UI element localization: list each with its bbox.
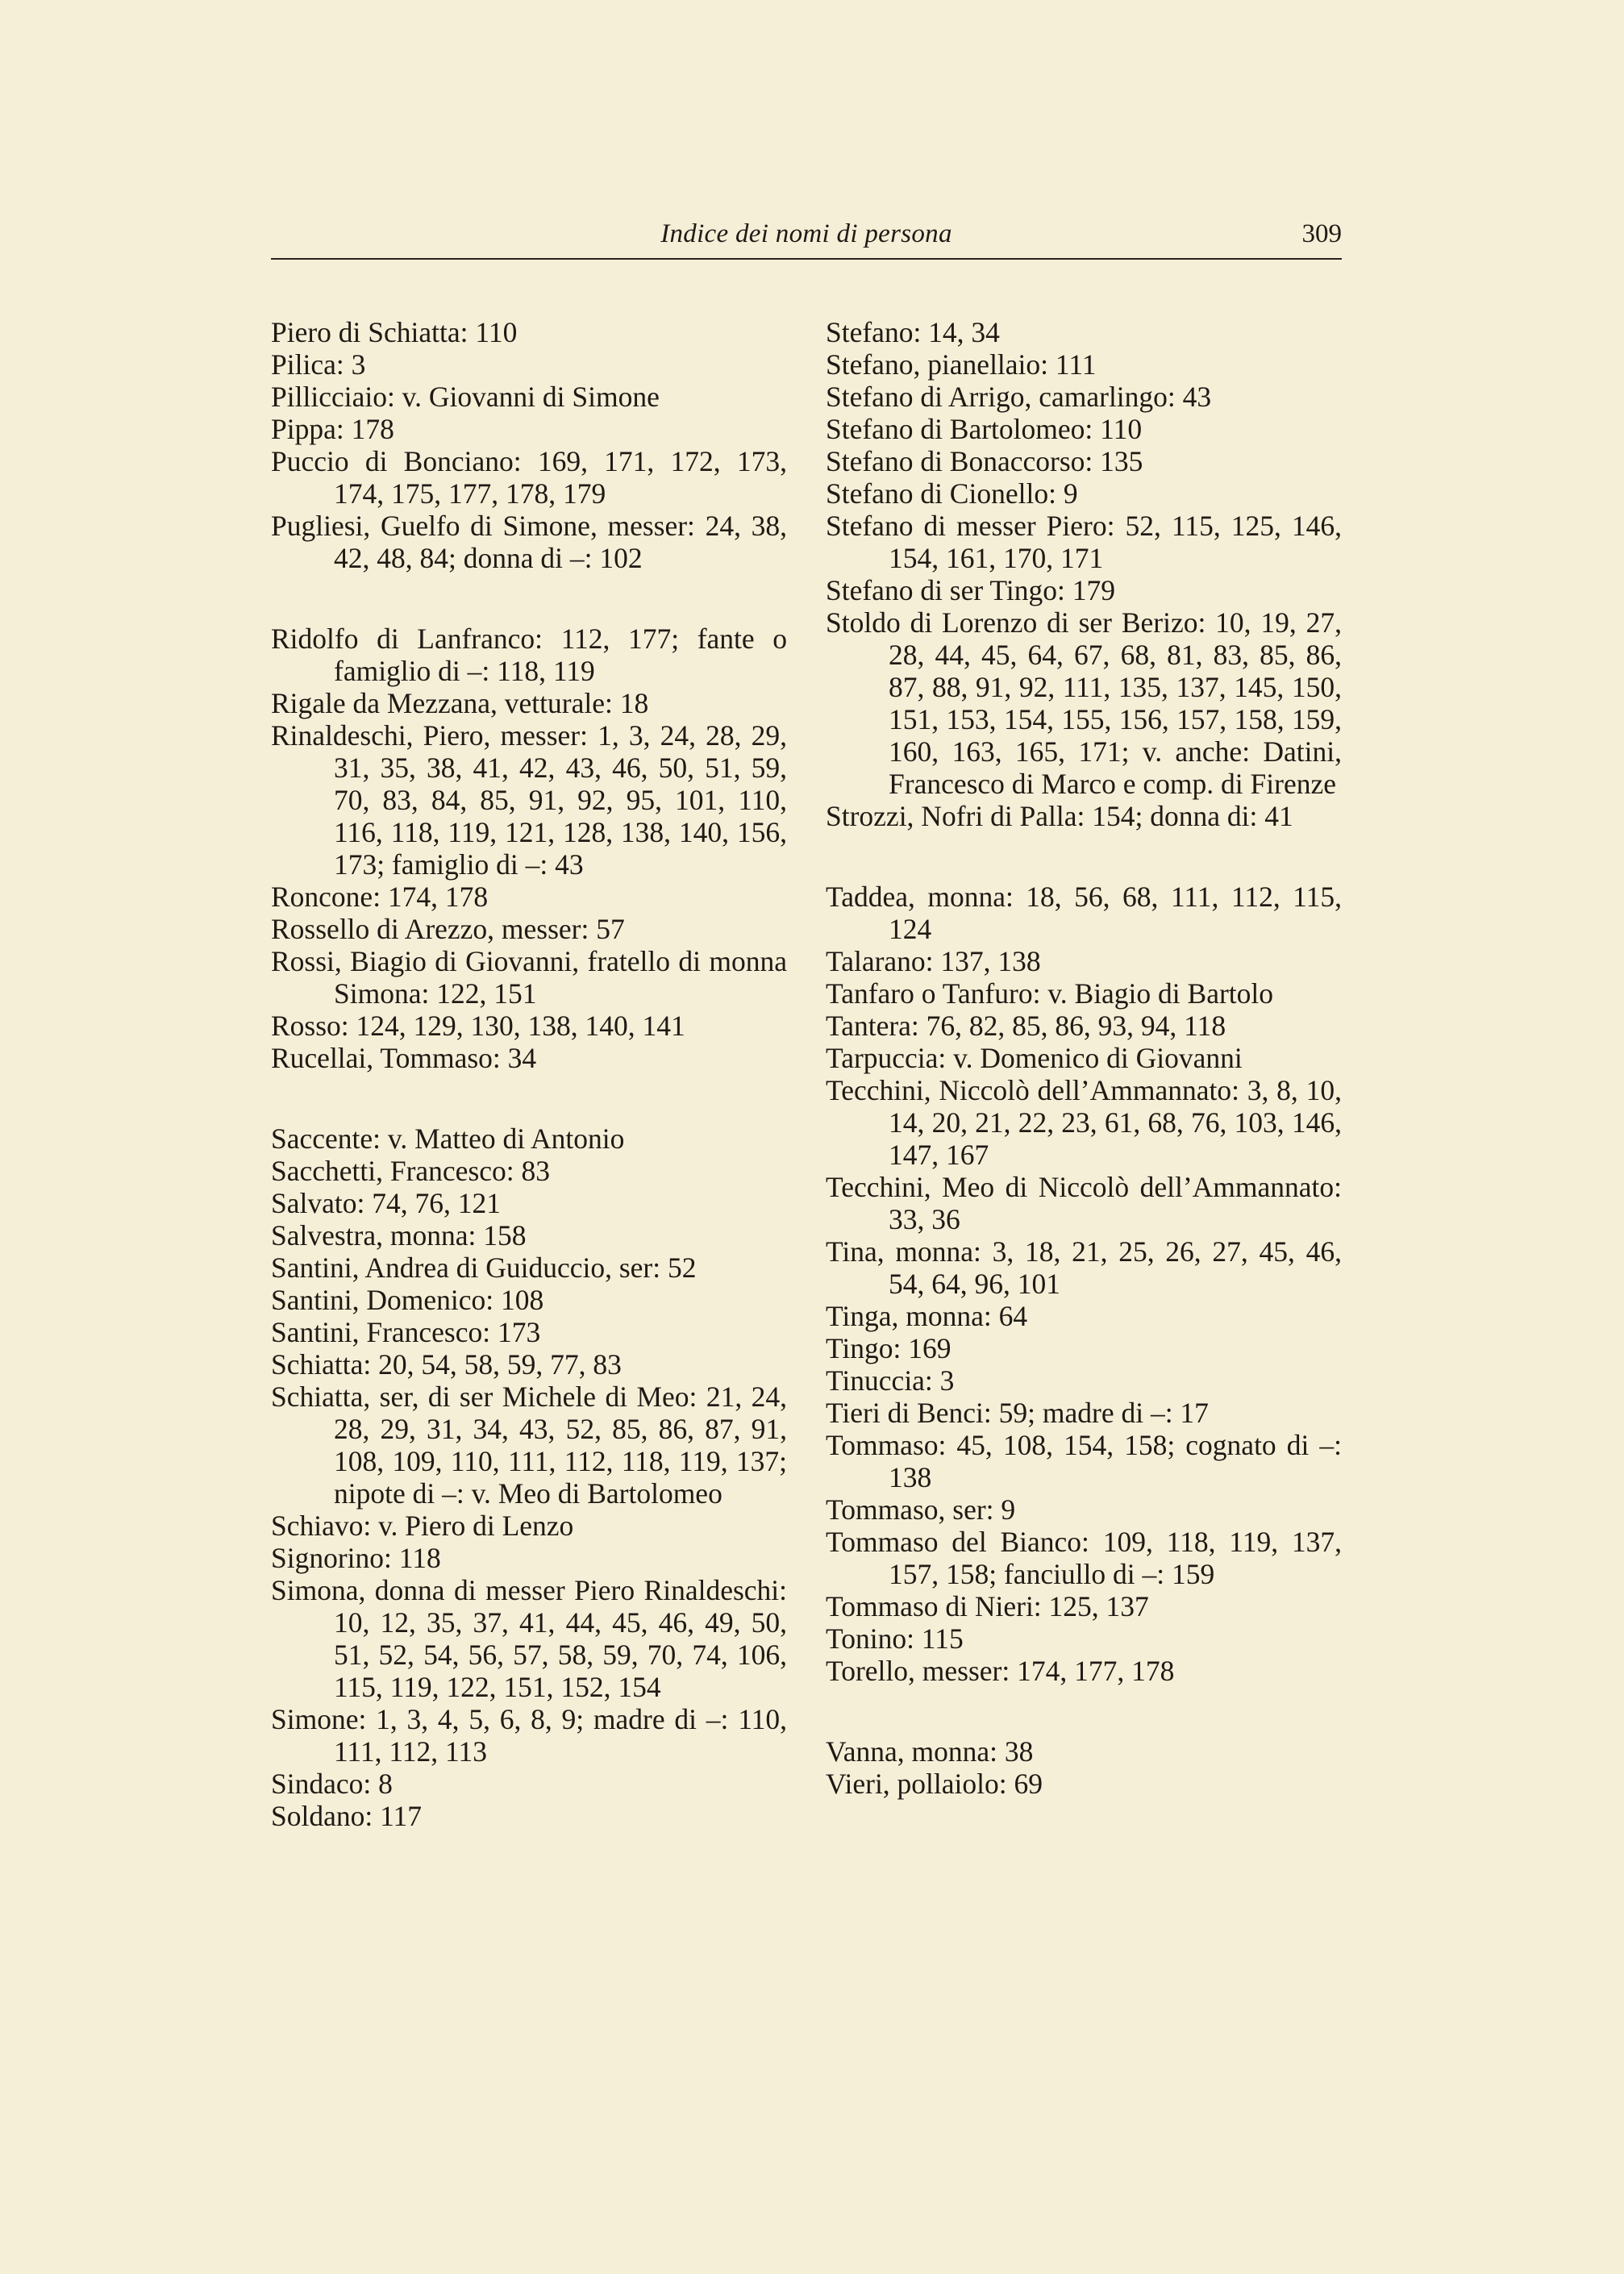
index-entry: Tanfaro o Tanfuro: v. Biagio di Bartolo [826, 977, 1274, 1010]
index-entry: Stefano: 14, 34 [826, 316, 1000, 348]
index-entry: Tommaso, ser: 9 [826, 1493, 1016, 1526]
index-entry: Tinuccia: 3 [826, 1364, 955, 1397]
index-entry: Tonino: 115 [826, 1622, 964, 1655]
index-entry: Pillicciaio: v. Giovanni di Simone [271, 381, 660, 413]
index-entry: Tommaso di Nieri: 125, 137 [826, 1590, 1149, 1622]
index-entry: Taddea, monna: 18, 56, 68, 111, 112, 115, 124 [826, 881, 1342, 945]
index-entry: Tommaso: 45, 108, 154, 158; cognato di –: 138 [826, 1429, 1342, 1493]
index-entry: Rucellai, Tommaso: 34 [271, 1042, 537, 1074]
left-column [271, 316, 787, 1832]
index-entry: Santini, Andrea di Guiduccio, ser: 52 [271, 1252, 697, 1284]
index-entry: Salvato: 74, 76, 121 [271, 1187, 501, 1219]
index-entry: Rinaldeschi, Piero, messer: 1, 3, 24, 28, 29, 31, 35, 38, 41, 42, 43, 46, 50, 51, 59, 70, 83, 84, 85, 91, 92, 95, 101, 110, 116, 118, 119, 121, 128, 138, 140, 156, 173; famiglio di –: 43 [271, 719, 787, 881]
running-title: Indice dei nomi di persona [660, 219, 952, 248]
right-column [826, 316, 1342, 1800]
index-entry: Sindaco: 8 [271, 1768, 393, 1800]
index-entry: Pippa: 178 [271, 413, 394, 445]
index-group-v [826, 1735, 1342, 1800]
index-group-r [271, 623, 787, 1074]
index-entry: Simone: 1, 3, 4, 5, 6, 8, 9; madre di –: 110, 111, 112, 113 [271, 1703, 787, 1768]
index-entry: Rossello di Arezzo, messer: 57 [271, 913, 625, 945]
index-entry: Schiatta: 20, 54, 58, 59, 77, 83 [271, 1348, 622, 1381]
index-entry: Tecchini, Meo di Niccolò dell’Ammannato: 33, 36 [826, 1171, 1342, 1235]
index-entry: Schiavo: v. Piero di Lenzo [271, 1510, 574, 1542]
index-entry: Tantera: 76, 82, 85, 86, 93, 94, 118 [826, 1010, 1226, 1042]
index-entry: Saccente: v. Matteo di Antonio [271, 1122, 625, 1155]
index-entry: Soldano: 117 [271, 1800, 423, 1832]
index-entry: Vanna, monna: 38 [826, 1735, 1034, 1768]
index-entry: Roncone: 174, 178 [271, 881, 489, 913]
index-entry: Tommaso del Bianco: 109, 118, 119, 137, 157, 158; fanciullo di –: 159 [826, 1526, 1342, 1590]
page-number: 309 [1301, 219, 1342, 248]
index-entry: Stefano di Bonaccorso: 135 [826, 445, 1143, 477]
index-entry: Piero di Schiatta: 110 [271, 316, 518, 348]
index-entry: Stefano di Bartolomeo: 110 [826, 413, 1143, 445]
index-entry: Rigale da Mezzana, vetturale: 18 [271, 687, 649, 719]
index-entry: Vieri, pollaiolo: 69 [826, 1768, 1043, 1800]
index-entry: Simona, donna di messer Piero Rinaldeschi: 10, 12, 35, 37, 41, 44, 45, 46, 49, 50, 51, 52, 54, 56, 57, 58, 59, 70, 74, 106, 115, 119, 122, 151, 152, 154 [271, 1574, 787, 1703]
index-entry: Sacchetti, Francesco: 83 [271, 1155, 551, 1187]
index-entry: Puccio di Bonciano: 169, 171, 172, 173, 174, 175, 177, 178, 179 [271, 445, 787, 510]
index-entry: Torello, messer: 174, 177, 178 [826, 1655, 1175, 1687]
index-entry: Tina, monna: 3, 18, 21, 25, 26, 27, 45, 46, 54, 64, 96, 101 [826, 1235, 1342, 1300]
section-gap [826, 832, 1342, 881]
index-entry: Stoldo di Lorenzo di ser Berizo: 10, 19, 27, 28, 44, 45, 64, 67, 68, 81, 83, 85, 86, 87, 88, 91, 92, 111, 135, 137, 145, 150, 151, 153, 154, 155, 156, 157, 158, 159, 160, 163, 165, 171; v. anche: Datini, Francesco di Marco e comp. di Firenze [826, 606, 1342, 800]
index-entry: Stefano di messer Piero: 52, 115, 125, 146, 154, 161, 170, 171 [826, 510, 1342, 574]
running-head [271, 216, 1342, 260]
index-entry: Tingo: 169 [826, 1332, 951, 1364]
index-entry: Stefano di Cionello: 9 [826, 477, 1078, 510]
index-entry: Santini, Francesco: 173 [271, 1316, 541, 1348]
index-entry: Strozzi, Nofri di Palla: 154; donna di: 41 [826, 800, 1293, 832]
index-group-s [271, 1122, 787, 1832]
index-entry: Pugliesi, Guelfo di Simone, messer: 24, 38, 42, 48, 84; donna di –: 102 [271, 510, 787, 574]
index-entry: Tinga, monna: 64 [826, 1300, 1028, 1332]
index-entry: Tarpuccia: v. Domenico di Giovanni [826, 1042, 1243, 1074]
index-entry: Pilica: 3 [271, 348, 366, 381]
index-entry: Rosso: 124, 129, 130, 138, 140, 141 [271, 1010, 685, 1042]
index-entry: Tecchini, Niccolò dell’Ammannato: 3, 8, 10, 14, 20, 21, 22, 23, 61, 68, 76, 103, 146, 147, 167 [826, 1074, 1342, 1171]
section-gap [271, 1074, 787, 1122]
index-entry: Stefano, pianellaio: 111 [826, 348, 1097, 381]
index-entry: Rossi, Biagio di Giovanni, fratello di monna Simona: 122, 151 [271, 945, 787, 1010]
index-group-t [826, 881, 1342, 1687]
index-entry: Santini, Domenico: 108 [271, 1284, 544, 1316]
index-entry: Ridolfo di Lanfranco: 112, 177; fante o famiglio di –: 118, 119 [271, 623, 787, 687]
index-entry: Signorino: 118 [271, 1542, 441, 1574]
index-entry: Stefano di Arrigo, camarlingo: 43 [826, 381, 1212, 413]
index-group-s-cont [826, 316, 1342, 832]
index-entry: Tieri di Benci: 59; madre di –: 17 [826, 1397, 1209, 1429]
index-entry: Talarano: 137, 138 [826, 945, 1041, 977]
section-gap [271, 574, 787, 623]
index-group-p [271, 316, 787, 574]
index-entry: Schiatta, ser, di ser Michele di Meo: 21, 24, 28, 29, 31, 34, 43, 52, 85, 86, 87, 91, 108, 109, 110, 111, 112, 118, 119, 137; nipote di –: v. Meo di Bartolomeo [271, 1381, 787, 1510]
index-entry: Salvestra, monna: 158 [271, 1219, 527, 1252]
section-gap [826, 1687, 1342, 1735]
index-entry: Stefano di ser Tingo: 179 [826, 574, 1115, 606]
